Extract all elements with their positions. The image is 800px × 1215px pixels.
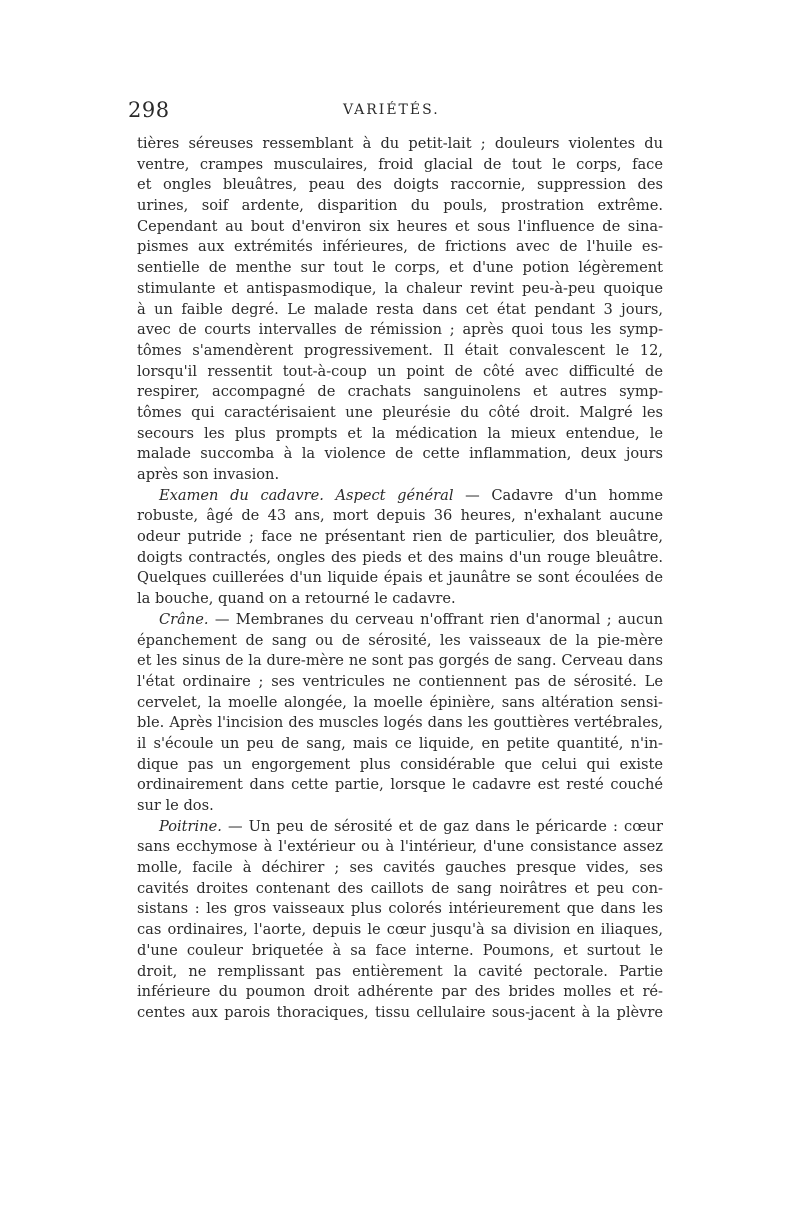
- text-line: sistans : les gros vaisseaux plus colorés intérieurement que dans les: [137, 900, 663, 918]
- text-line: molle, facile à déchirer ; ses cavités gauches presque vides, ses: [137, 859, 663, 877]
- paragraph-chest: [137, 817, 663, 1024]
- text-line: ordinairement dans cette partie, lorsque le cadavre est resté couché: [137, 776, 663, 794]
- paragraph-first-line: [137, 817, 663, 838]
- text-line: cas ordinaires, l'aorte, depuis le cœur jusqu'à sa division en iliaques,: [137, 921, 663, 939]
- running-head: VARIÉTÉS.: [343, 102, 440, 118]
- text-line: lorsqu'il ressentit tout-à-coup un point de côté avec difficulté de: [137, 362, 663, 380]
- text-line: la bouche, quand on a retourné le cadavre.: [137, 590, 456, 608]
- text-line: sur le dos.: [137, 797, 214, 814]
- text-line: urines, soif ardente, disparition du pouls, prostration extrême.: [137, 197, 663, 215]
- text-line: il s'écoule un peu de sang, mais ce liquide, en petite quantité, n'in-: [137, 734, 663, 752]
- page-header: [128, 98, 663, 128]
- section-heading: Crâne.: [159, 610, 209, 628]
- text-line: cervelet, la moelle alongée, la moelle épinière, sans altération sensi-: [137, 693, 663, 711]
- text-line: respirer, accompagné de crachats sanguinolens et autres symp-: [137, 383, 663, 401]
- text-line: centes aux parois thoraciques, tissu cellulaire sous-jacent à la plèvre: [137, 1003, 663, 1021]
- text-line: sentielle de menthe sur tout le corps, et d'une potion légèrement: [137, 259, 663, 277]
- paragraph-symptoms: [137, 134, 663, 486]
- text-line: sans ecchymose à l'extérieur ou à l'intérieur, d'une consistance assez: [137, 838, 663, 856]
- section-heading: Poitrine.: [159, 817, 222, 835]
- text-run: — Membranes du cerveau n'offrant rien d'anormal ; aucun: [208, 610, 663, 628]
- text-line: tières séreuses ressemblant à du petit-lait ; douleurs violentes du: [137, 135, 663, 152]
- text-line: tômes s'amendèrent progressivement. Il était convalescent le 12,: [137, 341, 663, 359]
- text-line: et ongles bleuâtres, peau des doigts raccornie, suppression des: [137, 176, 663, 194]
- text-line: dique pas un engorgement plus considérable que celui qui existe: [137, 755, 663, 773]
- text-line: tômes qui caractérisaient une pleurésie du côté droit. Malgré les: [137, 403, 663, 421]
- text-run: — Un peu de sérosité et de gaz dans le péricarde : cœur: [221, 817, 663, 835]
- text-line: ventre, crampes musculaires, froid glacial de tout le corps, face: [137, 155, 663, 173]
- paragraph-first-line: [137, 486, 663, 507]
- text-line: secours les plus prompts et la médication la mieux entendue, le: [137, 424, 663, 442]
- text-line: épanchement de sang ou de sérosité, les vaisseaux de la pie-mère: [137, 631, 663, 649]
- text-line: malade succomba à la violence de cette inflammation, deux jours: [137, 445, 663, 463]
- text-line: inférieure du poumon droit adhérente par des brides molles et ré-: [137, 983, 663, 1001]
- text-line: d'une couleur briquetée à sa face interne. Poumons, et surtout le: [137, 941, 663, 959]
- text-line: robuste, âgé de 43 ans, mort depuis 36 heures, n'exhalant aucune: [137, 507, 663, 525]
- text-line: ble. Après l'incision des muscles logés dans les gouttières vertébrales,: [137, 714, 663, 732]
- text-line: Cependant au bout d'environ six heures et sous l'influence de sina-: [137, 217, 663, 235]
- text-line: doigts contractés, ongles des pieds et des mains d'un rouge bleuâtre.: [137, 548, 663, 566]
- text-line: stimulante et antispasmodique, la chaleur revint peu-à-peu quoique: [137, 279, 663, 297]
- body-text: [137, 134, 663, 1024]
- text-line: avec de courts intervalles de rémission ; après quoi tous les symp-: [137, 321, 663, 339]
- text-line: cavités droites contenant des caillots de sang noirâtres et peu con-: [137, 879, 663, 897]
- text-line: après son invasion.: [137, 466, 280, 483]
- section-heading: Examen du cadavre. Aspect général: [159, 486, 454, 504]
- text-line: l'état ordinaire ; ses ventricules ne contiennent pas de sérosité. Le: [137, 672, 663, 690]
- paragraph-first-line: [137, 610, 663, 631]
- page-number: 298: [128, 98, 170, 122]
- text-line: Quelques cuillerées d'un liquide épais et jaunâtre se sont écoulées de: [137, 569, 663, 587]
- text-run: — Cadavre d'un homme: [453, 486, 663, 504]
- text-line: pismes aux extrémités inférieures, de frictions avec de l'huile es-: [137, 238, 663, 256]
- paragraph-cadaver-exam: [137, 486, 663, 610]
- text-line: droit, ne remplissant pas entièrement la cavité pectorale. Partie: [137, 962, 663, 980]
- paragraph-skull: [137, 610, 663, 817]
- text-line: à un faible degré. Le malade resta dans cet état pendant 3 jours,: [137, 300, 663, 318]
- text-line: et les sinus de la dure-mère ne sont pas gorgés de sang. Cerveau dans: [137, 652, 663, 670]
- text-line: odeur putride ; face ne présentant rien de particulier, dos bleuâtre,: [137, 528, 663, 546]
